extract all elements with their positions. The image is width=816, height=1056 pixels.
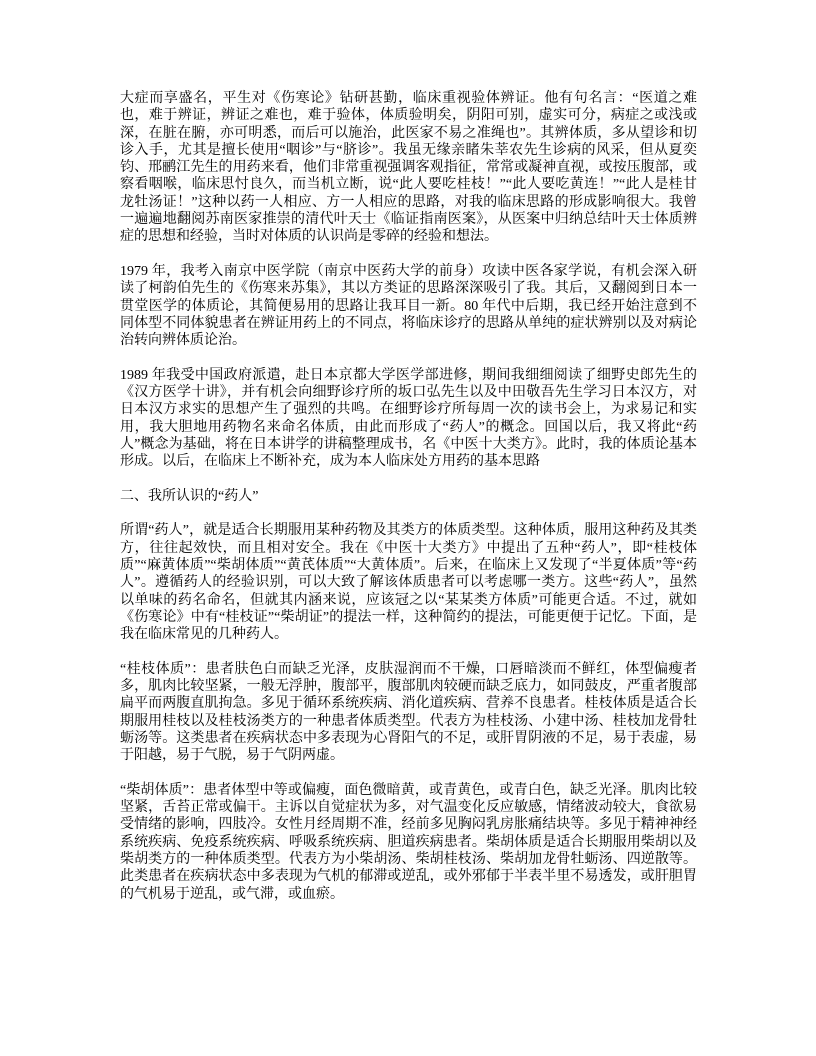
paragraph-chaihu-constitution: “柴胡体质”：患者体型中等或偏瘦，面色微暗黄，或青黄色，或青白色，缺乏光泽。肌肉比较坚紧，舌苔正常或偏干。主诉以自觉症状为多，对气温变化反应敏感，情绪波动较大，食欲易受情绪的影响，四肢冷。女性月经周期不准，经前多见胸闷乳房胀痛结块等。多见于精神神经系统疾病、免疫系统疾病、呼吸系统疾病、胆道疾病患者。柴胡体质是适合长期服用柴胡以及柴胡类方的一种体质类型。代表方为小柴胡汤、柴胡桂枝汤、柴胡加龙骨牡蛎汤、四逆散等。此类患者在疾病状态中多表现为气机的郁滞或逆乱，或外邪郁于半表半里不易透发，或肝胆胃的气机易于逆乱，或气滞，或血瘀。 [120, 782, 697, 902]
paragraph-1989-japan-study: 1989 年我受中国政府派遣，赴日本京都大学医学部进修，期间我细细阅读了细野史郎先生的《汉方医学十讲》，并有机会向细野诊疗所的坂口弘先生以及中田敬吾先生学习日本汉方，对日本汉方求实的思想产生了强烈的共鸣。在细野诊疗所每周一次的读书会上，为求易记和实用，我大胆地用药物名来命名体质，由此而形成了“药人”的概念。回国以后，我又将此“药人”概念为基础，将在日本讲学的讲稿整理成书，名《中医十大类方》。此时，我的体质论基本形成。以后，在临床上不断补充，成为本人临床处方用药的基本思路 [120, 367, 697, 470]
paragraph-biography-continuation: 大症而享盛名，平生对《伤寒论》钻研甚勤，临床重视验体辨证。他有句名言：“医道之难也，难于辨证，辨证之难也，难于验体，体质验明矣，阴阳可别，虚实可分，病症之或浅或深，在脏在腑，亦可明悉，而后可以施治，此医家不易之准绳也”。其辨体质，多从望诊和切诊入手，尤其是擅长使用“咽诊”与“脐诊”。我虽无缘亲睹朱莘农先生诊病的风采，但从夏奕钧、邢鹂江先生的用药来看，他们非常重视强调客观指征，常常或凝神直视，或按压腹部，或察看咽喉，临床思忖良久，而当机立断，说“此人要吃桂枝！”“此人要吃黄连！”“此人是桂甘龙牡汤证！”这种以药一人相应、方一人相应的思路，对我的临床思路的形成影响很大。我曾一遍遍地翻阅苏南医家推崇的清代叶天士《临证指南医案》，从医案中归纳总结叶天士体质辨症的思想和经验，当时对体质的认识尚是零碎的经验和想法。 [120, 91, 697, 245]
section-heading-yaoren: 二、我所认识的“药人” [120, 488, 259, 504]
paragraph-1979-nanjing-study: 1979 年，我考入南京中医学院（南京中医药大学的前身）攻读中医各家学说，有机会深入研读了柯韵伯先生的《伤寒来苏集》，其以方类证的思路深深吸引了我。其后，又翻阅到日本一贯堂医学的体质论，其简便易用的思路让我耳目一新。80 年代中后期，我已经开始注意到不同体型不同体貌患者在辨证用药上的不同点，将临床诊疗的思路从单纯的症状辨别以及对病论治转向辨体质论治。 [120, 263, 697, 349]
paragraph-yaoren-definition: 所谓“药人”，就是适合长期服用某种药物及其类方的体质类型。这种体质，服用这种药及其类方，往往起效快，而且相对安全。我在《中医十大类方》中提出了五种“药人”，即“桂枝体质”“麻黄体质”“柴胡体质”“黄芪体质”“大黄体质”。后来，在临床上又发现了“半夏体质”等“药人”。遵循药人的经验识别，可以大致了解该体质患者可以考虑哪一类方。这些“药人”，虽然以单味的药名命名，但就其内涵来说，应该冠之以“某某类方体质”可能更合适。不过，就如《伤寒论》中有“桂枝证”“柴胡证”的提法一样，这种简约的提法，可能更便于记忆。下面，是我在临床常见的几种药人。 [120, 523, 697, 643]
paragraph-guizhi-constitution: “桂枝体质”：患者肤色白而缺乏光泽，皮肤湿润而不干燥，口唇暗淡而不鲜红，体型偏瘦者多，肌肉比较坚紧，一般无浮肿，腹部平，腹部肌肉较硬而缺乏底力，如同鼓皮，严重者腹部扁平而两腹直肌拘急。多见于循环系统疾病、消化道疾病、营养不良患者。桂枝体质是适合长期服用桂枝以及桂枝汤类方的一种患者体质类型。代表方为桂枝汤、小建中汤、桂枝加龙骨牡蛎汤等。这类患者在疾病状态中多表现为心肾阳气的不足，或肝胃阴液的不足，易于表虚，易于阳越，易于气脱，易于气阴两虚。 [120, 661, 697, 764]
